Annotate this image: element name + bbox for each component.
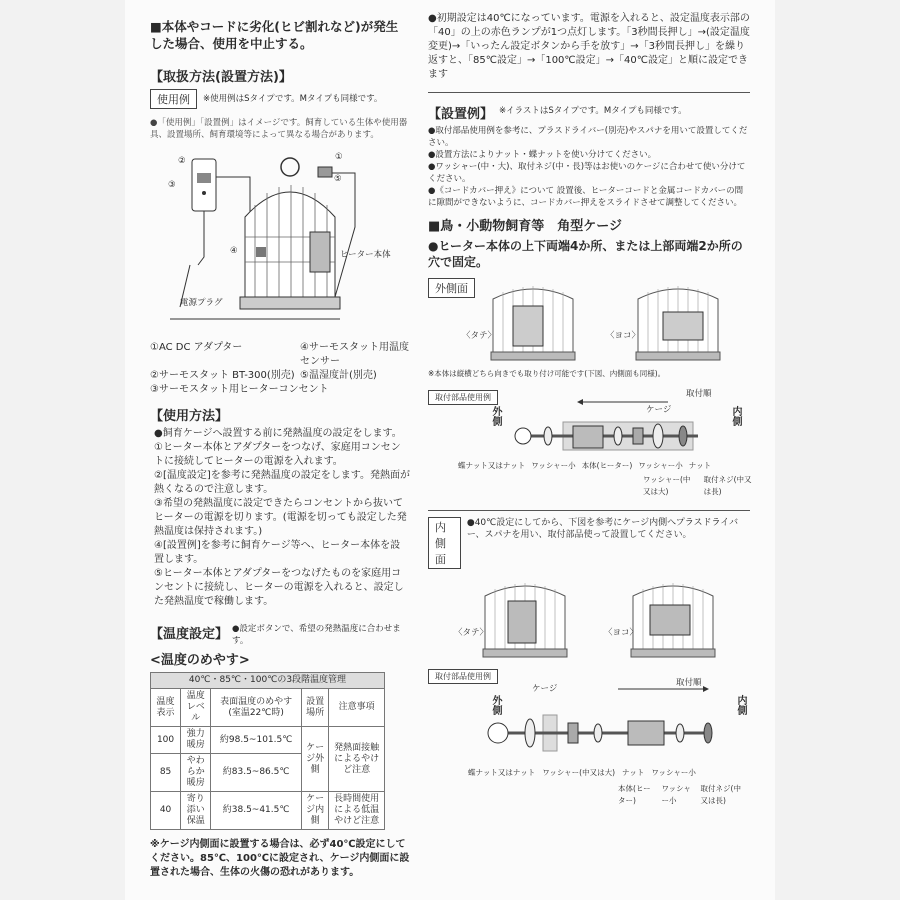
- warning-text: ■本体やコードに劣化(ヒビ割れなど)が発生した場合、使用を中止する。: [150, 19, 399, 51]
- install-item: ●ワッシャー(中・大)、取付ネジ(中・長)等はお使いのケージに合わせて使い分けてください。: [428, 162, 746, 184]
- left-column: [150, 18, 410, 880]
- init-text: ●初期設定は40℃になっています。電源を入れると、設定温度表示部の「40」の上の赤色ランプが1つ点灯します。「3秒間長押し」→(設定温度変更)→「いったん設定ボタンから手を放す」→「3秒間長押し」を繰り返すと、「85℃設定」→「100℃設定」→「40℃設定」と順に設定できます: [428, 13, 750, 80]
- part-label: 取付ネジ(中又は長): [700, 784, 741, 805]
- usage-diagram: [150, 147, 410, 337]
- cage-inner-horizontal: [628, 581, 718, 659]
- outer-parts-labels: [458, 460, 758, 472]
- table-cell: 強力暖房: [181, 727, 211, 754]
- usage-step: ②[温度設定]を参考に発熱温度の設定をします。発熱面が熱くなるので注意します。: [154, 470, 410, 495]
- example-desc: ●「使用例」「設置例」はイメージです。飼育している生体や使用器具、設置場所、飼育環境等によって異なる場合があります。: [150, 118, 408, 140]
- example-note: ※使用例はSタイプです。Mタイプも同様です。: [203, 94, 383, 104]
- inner-parts-svg: [468, 685, 728, 767]
- part-label: ワッシャー小: [661, 784, 691, 805]
- label-n2: ②: [178, 156, 186, 166]
- table-cell: 寄り添い保温: [181, 792, 211, 830]
- outer-label: 外側面: [428, 278, 475, 298]
- install-item: ●《コードカバー押え》について 設置後、ヒーターコードと金属コードカバーの間に隙間ができないように、コードカバー押えをスライドさせて調整してください。: [428, 186, 744, 208]
- temp-desc: ●設定ボタンで、希望の発熱温度に合わせます。: [232, 624, 401, 646]
- example-label: 使用例: [150, 89, 197, 109]
- usage-step: ①ヒーター本体とアダプターをつなげ、家庭用コンセントに接続してヒーターの電源を入れます。: [154, 442, 401, 467]
- outer-parts-svg: [508, 396, 723, 462]
- table-cell: 約98.5~101.5℃: [211, 727, 302, 754]
- table-caption: 40℃・85℃・100℃の3段階温度管理: [151, 673, 385, 689]
- temperature-table: [150, 672, 385, 830]
- divider: [428, 92, 750, 93]
- cage-label: ケージ: [532, 684, 558, 694]
- order-label: 取付順: [676, 678, 702, 688]
- table-header: 表面温度のめやす(室温22℃時): [211, 689, 302, 727]
- install-item: ●取付部品使用例を参考に、プラスドライバー(別売)やスパナを用いて設置してください。: [428, 126, 748, 148]
- handling-title: 【取扱方法(設置方法)】: [150, 70, 292, 85]
- legend-item: ②サーモスタット BT-300(別売): [150, 370, 295, 381]
- part-label: 本体(ヒーター): [581, 461, 633, 470]
- yoko-label: 〈ヨコ〉: [604, 628, 639, 638]
- part-label: ワッシャー小: [638, 461, 683, 470]
- legend-item: ⑤温湿度計(別売): [300, 370, 377, 381]
- part-label: ナット: [622, 768, 645, 777]
- table-cell: 長時間使用による低温やけど注意: [329, 792, 385, 830]
- inner-desc: ●40℃設定にしてから、下図を参考にケージ内側へプラスドライバー、スパナを用い、取付部品使って設置してください。: [466, 518, 739, 540]
- label-n1: ①: [335, 152, 343, 162]
- guide-title: <温度のめやす>: [150, 653, 250, 668]
- cage-label: ケージ: [646, 405, 672, 415]
- table-header: 設置場所: [301, 689, 328, 727]
- table-cell: 85: [151, 754, 181, 792]
- inner-label: 内側面: [428, 517, 461, 569]
- inner-parts-labels: [468, 767, 753, 779]
- part-label: 蝶ナット又はナット: [458, 461, 526, 470]
- table-cell: ケージ内側: [301, 792, 328, 830]
- usage-step: ●飼育ケージへ設置する前に発熱温度の設定をします。: [154, 428, 402, 439]
- table-cell: ケージ外側: [301, 727, 328, 792]
- outer-side-label: 外側: [490, 406, 501, 426]
- label-n5: ⑤: [334, 174, 342, 184]
- label-n4: ④: [230, 246, 238, 256]
- install-item: ●設置方法によりナット・蝶ナットを使い分けてください。: [428, 150, 657, 160]
- legend-item: ①AC DC アダプター: [150, 342, 243, 353]
- divider: [428, 510, 750, 511]
- label-plug: 電源プラグ: [180, 298, 223, 308]
- label-n3: ③: [168, 180, 176, 190]
- install-title: 【設置例】: [428, 107, 494, 122]
- usage-step: ④[設置例]を参考に飼育ケージ等へ、ヒーター本体を設置します。: [154, 540, 401, 565]
- tate-label: 〈タテ〉: [454, 628, 489, 638]
- outer-cages: [428, 278, 750, 366]
- parts-label: 取付部品使用例: [428, 669, 498, 684]
- legend: [150, 341, 410, 397]
- cage-inner-vertical: [480, 581, 570, 659]
- usage-title: 【使用方法】: [150, 409, 229, 424]
- table-cell: 約83.5~86.5℃: [211, 754, 302, 792]
- part-label: 蝶ナット又はナット: [468, 768, 536, 777]
- part-label: ワッシャー(中又は大): [643, 475, 691, 496]
- part-label: 取付ネジ(中又は長): [703, 475, 752, 496]
- part-label: 本体(ヒーター): [618, 784, 651, 805]
- table-header: 注意事項: [329, 689, 385, 727]
- table-header: 温度レベル: [181, 689, 211, 727]
- table-row: [151, 727, 385, 754]
- inner-side-label: 内側: [730, 406, 741, 426]
- orient-note: ※本体は縦横どちら向きでも取り付け可能です(下図、内側面も同様)。: [428, 369, 666, 378]
- table-cell: 40: [151, 792, 181, 830]
- bottom-note: ※ケージ内側面に設置する場合は、必ず40℃設定にしてください。85℃、100℃に設定され、ケージ内側面に設置された場合、生体の火傷の恐れがあります。: [150, 839, 410, 878]
- inner-parts-diagram: [428, 669, 750, 809]
- cage-desc: ●ヒーター本体の上下両端4か所、または上部両端2か所の穴で固定。: [428, 239, 743, 269]
- part-label: ワッシャー小: [531, 461, 576, 470]
- part-label: ワッシャー小: [651, 768, 696, 777]
- part-label: ナット: [688, 461, 712, 470]
- inner-side-label: 内側: [735, 695, 746, 715]
- usage-step: ⑤ヒーター本体とアダプターをつなげたものを家庭用コンセントに接続し、ヒーターの電源を入れると、設定した発熱温度で稼働します。: [154, 568, 404, 607]
- table-header: 温度表示: [151, 689, 181, 727]
- tate-label: 〈タテ〉: [462, 331, 497, 341]
- cage-outer-vertical: [488, 284, 578, 362]
- legend-item: ③サーモスタット用ヒーターコンセント: [150, 384, 329, 395]
- yoko-label: 〈ヨコ〉: [606, 331, 641, 341]
- right-column: [428, 12, 750, 809]
- usage-step: ③希望の発熱温度に設定できたらコンセントから抜いてヒーターの電源を切ります。(電源を切っても設定した発熱温度は保持されます。): [154, 498, 407, 537]
- table-cell: 発熱面接触によるやけど注意: [329, 727, 385, 792]
- table-cell: 約38.5~41.5℃: [211, 792, 302, 830]
- table-cell: やわらか暖房: [181, 754, 211, 792]
- order-label: 取付順: [686, 389, 712, 399]
- inner-cages: [428, 577, 750, 661]
- cage-title: ■鳥・小動物飼育等 角型ケージ: [428, 219, 623, 234]
- table-cell: 100: [151, 727, 181, 754]
- table-row: [151, 792, 385, 830]
- legend-item: ④サーモスタット用温度センサー: [300, 342, 409, 367]
- install-note: ※イラストはSタイプです。Mタイプも同様です。: [499, 105, 687, 116]
- outer-side-label: 外側: [490, 695, 501, 715]
- label-heater: ヒーター本体: [340, 250, 391, 260]
- cage-outer-horizontal: [633, 284, 723, 362]
- part-label: ワッシャー(中又は大): [542, 768, 616, 777]
- temp-title: 【温度設定】: [150, 627, 229, 642]
- parts-label: 取付部品使用例: [428, 390, 498, 405]
- outer-parts-diagram: [428, 389, 752, 496]
